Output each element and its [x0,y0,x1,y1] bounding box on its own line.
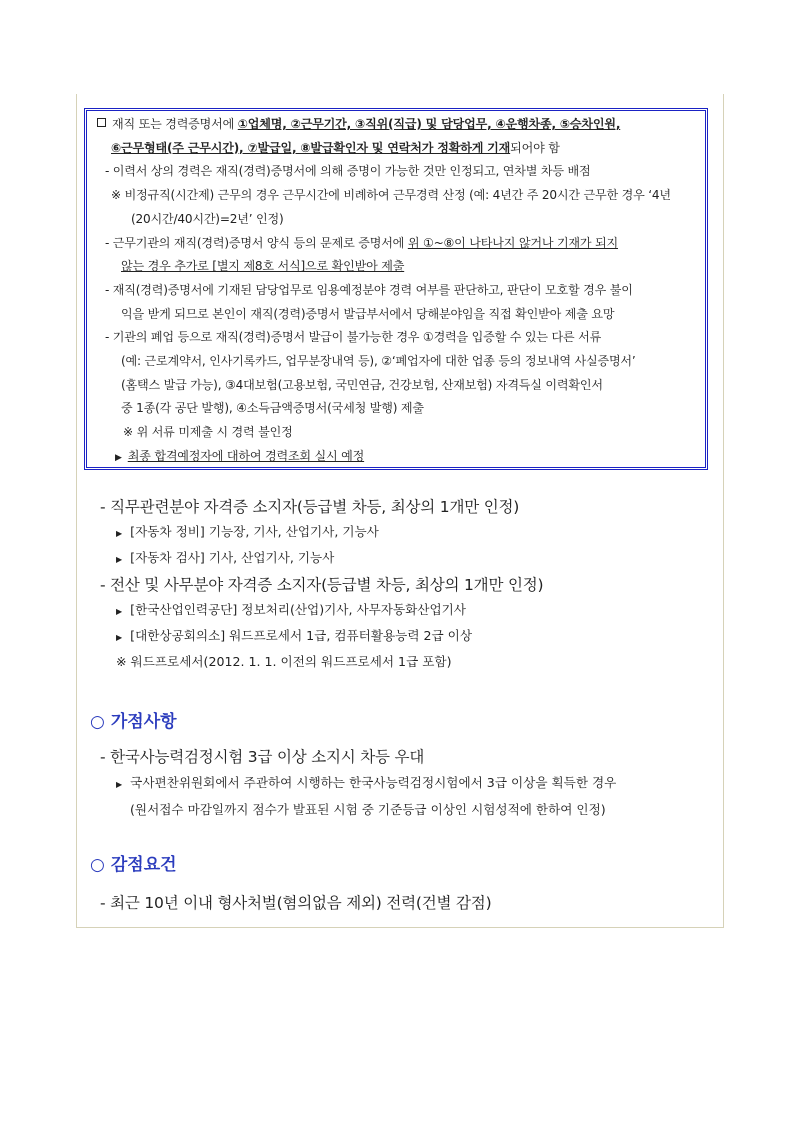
career-notice-box [84,108,708,470]
cert-sub-item: ▶ [자동차 정비] 기능장, 기사, 산업기사, 기능사 [116,524,379,539]
triangle-bullet-icon: ▶ [116,633,123,642]
bonus-item: - 한국사능력검정시험 3급 이상 소지시 차등 우대 [100,748,425,766]
notice-line: - 기관의 폐업 등으로 재직(경력)증명서 발급이 불가능한 경우 ①경력을 입증할 수 있는 다른 서류 [105,330,602,345]
triangle-bullet-icon: ▶ [116,555,123,564]
notice-line: ※ 비정규직(시간제) 근무의 경우 근무시간에 비례하여 근무경력 산정 (예: 4년간 주 20시간 근무한 경우 ‘4년 [111,188,671,203]
cert-sub-item: ▶ [대한상공회의소] 워드프로세서 1급, 컴퓨터활용능력 2급 이상 [116,628,473,643]
triangle-bullet-icon: ▶ [116,780,123,789]
cert-sub-item: ▶ [자동차 검사] 기사, 산업기사, 기능사 [116,550,335,565]
cert-item-office: - 전산 및 사무분야 자격증 소지자(등급별 차등, 최상의 1개만 인정) [100,576,544,594]
notice-line: 않는 경우 추가로 [별지 제8호 서식]으로 확인받아 제출 [121,259,405,274]
notice-line: - 근무기관의 재직(경력)증명서 양식 등의 문제로 증명서에 위 ①~⑧이 나타나지 않거나 기재가 되지 [105,235,619,250]
notice-line: ▶ 최종 합격예정자에 대하여 경력조회 실시 예정 [115,448,365,463]
notice-line: ⑥근무형태(주 근무시간), ⑦발급일, ⑧발급확인자 및 연락처가 정확하게 기재되어야 함 [111,140,560,155]
notice-line: 재직 또는 경력증명서에 ①업체명, ②근무기간, ③직위(직급) 및 담당업무, ④운행차종, ⑤승차인원, [97,113,697,137]
bonus-heading: ○ 가점사항 [90,712,177,732]
certificate-section [100,494,710,674]
penalty-section [100,890,491,916]
notice-line: (예: 근로계약서, 인사기록카드, 업무분장내역 등), ②‘폐업자에 대한 업종 등의 정보내역 사실증명서’ [121,354,636,369]
triangle-bullet-icon: ▶ [115,452,122,463]
square-bullet-icon [97,118,106,127]
cert-sub-item: ▶ [한국산업인력공단] 정보처리(산업)기사, 사무자동화산업기사 [116,602,466,617]
notice-line: (20시간/40시간)=2년’ 인정) [131,211,284,226]
penalty-item: - 최근 10년 이내 형사처벌(혐의없음 제외) 전력(건별 감점) [100,894,492,912]
cert-item-job-related: - 직무관련분야 자격증 소지자(등급별 차등, 최상의 1개만 인정) [100,498,520,516]
triangle-bullet-icon: ▶ [116,607,123,616]
notice-line: - 이력서 상의 경력은 재직(경력)증명서에 의해 증명이 가능한 것만 인정되고, 연차별 차등 배점 [105,164,591,179]
penalty-heading: ○ 감점요건 [90,855,177,875]
bonus-section [100,744,706,822]
notice-line: (홈택스 발급 가능), ③4대보험(고용보험, 국민연금, 건강보험, 산재보험) 자격득실 이력확인서 [121,377,603,392]
bonus-detail: ▶ 국사편찬위원회에서 주관하여 시행하는 한국사능력검정시험에서 3급 이상을 획득한 경우 (원서접수 마감일까지 점수가 발표된 시험 중 기준등급 이상인 시험성적에 한하여 인정) [116,775,617,817]
cert-note: ※ 워드프로세서(2012. 1. 1. 이전의 워드프로세서 1급 포함) [116,654,452,669]
triangle-bullet-icon: ▶ [116,529,123,538]
circle-bullet-icon: ○ [90,712,105,732]
notice-line: 익을 받게 되므로 본인이 재직(경력)증명서 발급부서에서 당해분야임을 직접 확인받아 제출 요망 [121,306,615,321]
notice-line: - 재직(경력)증명서에 기재된 담당업무로 임용예정분야 경력 여부를 판단하고, 판단이 모호할 경우 불이 [105,282,633,297]
circle-bullet-icon: ○ [90,855,105,875]
notice-line: 중 1종(각 공단 발행), ④소득금액증명서(국세청 발행) 제출 [121,401,424,416]
notice-line: ※ 위 서류 미제출 시 경력 불인정 [123,425,293,440]
